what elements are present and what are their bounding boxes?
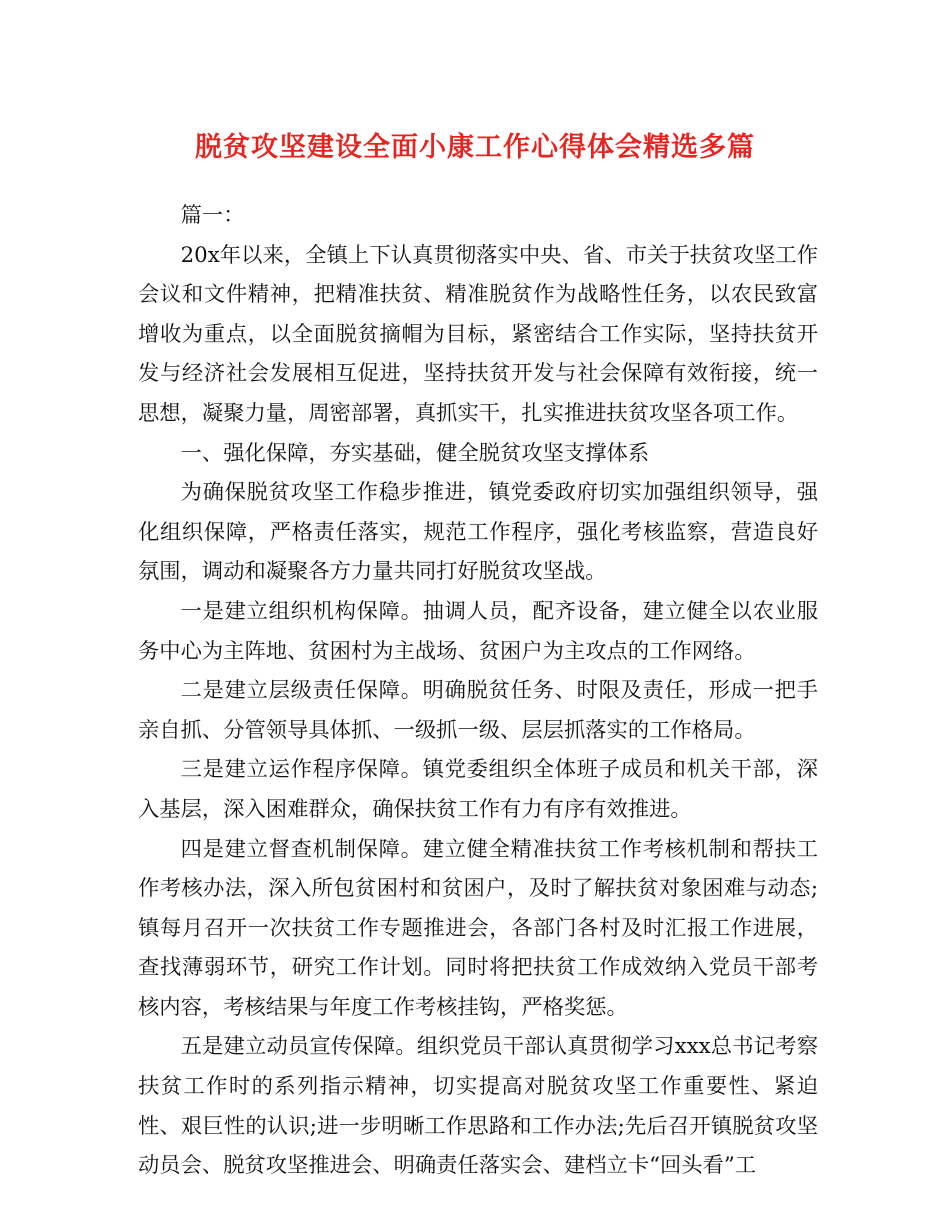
section-heading-part-one: 篇一： [180,203,245,228]
paragraph-item-1: 一是建立组织机构保障。抽调人员，配齐设备，建立健全以农业服务中心为主阵地、贫困村为主战场、贫困户为主攻点的工作网络。 [138,598,818,664]
paragraph-item-3: 三是建立运作程序保障。镇党委组织全体班子成员和机关干部，深入基层，深入困难群众，确保扶贫工作有力有序有效推进。 [138,757,818,822]
document-title: 脱贫攻坚建设全面小康工作心得体会精选多篇 [195,132,755,163]
paragraph-guarantee: 为确保脱贫攻坚工作稳步推进，镇党委政府切实加强组织领导，强化组织保障，严格责任落实，规范工作程序，强化考核监察，营造良好氛围，调动和凝聚各方力量共同打好脱贫攻坚战。 [138,480,818,585]
section-heading-1: 一、强化保障，夯实基础，健全脱贫攻坚支撑体系 [180,440,650,466]
paragraph-item-5: 五是建立动员宣传保障。组织党员干部认真贯彻学习xxx总书记考察扶贫工作时的系列指示精神，切实提高对脱贫攻坚工作重要性、紧迫性、艰巨性的认识;进一步明晰工作思路和工作办法;先后召开镇脱贫攻坚动员会、脱贫攻坚推进会、明确责任落实会、建档立卡“回头看”工 [138,1034,818,1179]
paragraph-item-2: 二是建立层级责任保障。明确脱贫任务、时限及责任，形成一把手亲自抓、分管领导具体抓、一级抓一级、层层抓落实的工作格局。 [138,678,818,743]
document-body [138,196,818,1186]
paragraph-item-4: 四是建立督查机制保障。建立健全精准扶贫工作考核机制和帮扶工作考核办法，深入所包贫困村和贫困户，及时了解扶贫对象困难与动态;镇每月召开一次扶贫工作专题推进会，各部门各村及时汇报工作进展，查找薄弱环节，研究工作计划。同时将把扶贫工作成效纳入党员干部考核内容，考核结果与年度工作考核挂钩，严格奖惩。 [138,836,818,1020]
paragraph-intro: 20x年以来，全镇上下认真贯彻落实中央、省、市关于扶贫攻坚工作会议和文件精神，把精准扶贫、精准脱贫作为战略性任务，以农民致富增收为重点，以全面脱贫摘帽为目标，紧密结合工作实际，坚持扶贫开发与经济社会发展相互促进，坚持扶贫开发与社会保障有效衔接，统一思想，凝聚力量，周密部署，真抓实干，扎实推进扶贫攻坚各项工作。 [138,242,818,426]
